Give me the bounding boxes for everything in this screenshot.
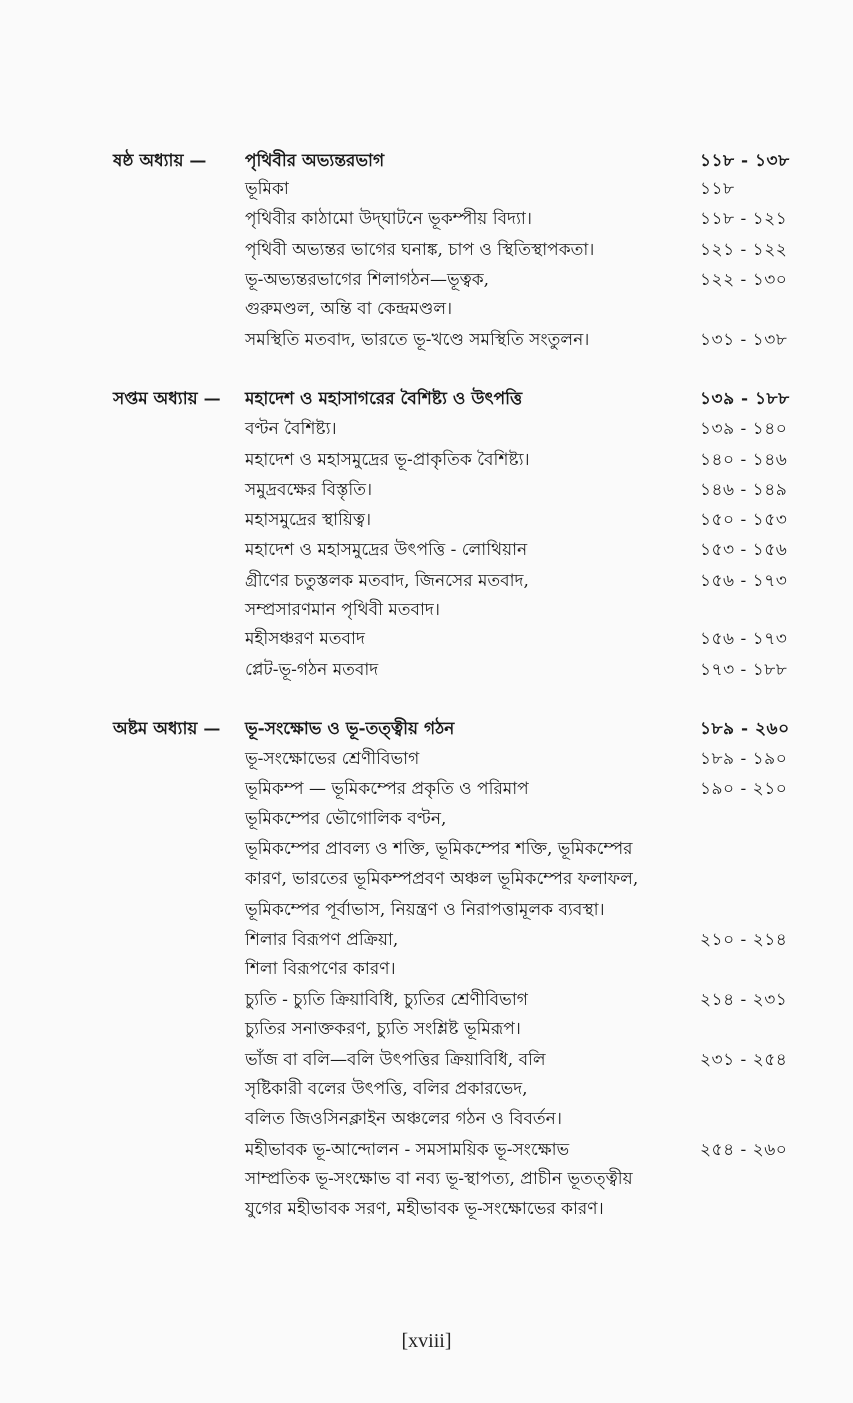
toc-entry-pages: ২১৪ - ২৩১ — [700, 990, 788, 1010]
page-number: [xviii] — [401, 1330, 452, 1352]
toc-entry: প্লেট-ভূ-গঠন মতবাদ — [245, 660, 379, 680]
toc-entry-pages: ১৮৯ - ১৯০ — [700, 749, 788, 769]
toc-entry-continuation: শিলা বিরূপণের কারণ। — [245, 959, 396, 979]
chapter-label: অষ্টম অধ্যায় — — [113, 719, 221, 739]
toc-entry-continuation: গুরুমণ্ডল, অন্তি বা কেন্দ্রমণ্ডল। — [245, 299, 453, 319]
toc-entry: ভূমিকম্প — ভূমিকম্পের প্রকৃতি ও পরিমাপ — [245, 779, 529, 799]
toc-entry: ভাঁজ বা বলি—বলি উৎপত্তির ক্রিয়াবিধি, বলি — [245, 1050, 546, 1070]
chapter-page-range: ১১৮ - ১৩৮ — [700, 151, 790, 171]
toc-entry: মহীসঞ্চরণ মতবাদ — [245, 629, 365, 649]
toc-entry: ভূমিকা — [245, 179, 289, 199]
toc-entry-continuation: যুগের মহীভাবক সরণ, মহীভাবক ভূ-সংক্ষোভের কারণ। — [245, 1199, 604, 1219]
toc-entry-pages: ২৩১ - ২৫৪ — [700, 1050, 788, 1070]
toc-entry: ভূ-অভ্যন্তরভাগের শিলাগঠন—ভূত্বক, — [245, 270, 490, 290]
toc-entry-continuation: ভূমিকম্পের ভৌগোলিক বণ্টন, — [245, 809, 447, 829]
toc-entry-continuation: সাম্প্রতিক ভূ-সংক্ষোভ বা নব্য ভূ-স্থাপত্য, প্রাচীন ভূতত্ত্বীয় — [245, 1169, 633, 1189]
toc-entry-continuation: সম্প্রসারণমান পৃথিবী মতবাদ। — [245, 600, 440, 620]
toc-entry-pages: ১৫৬ - ১৭৩ — [700, 629, 788, 649]
toc-entry: বণ্টন বৈশিষ্ট্য। — [245, 419, 337, 439]
toc-entry-continuation: ভূমিকম্পের প্রাবল্য ও শক্তি, ভূমিকম্পের শক্তি, ভূমিকম্পের — [245, 839, 633, 859]
toc-entry-pages: ১১৮ - ১২১ — [700, 209, 788, 229]
toc-entry: চ্যুতি - চ্যুতি ক্রিয়াবিধি, চ্যুতির শ্রেণীবিভাগ — [245, 990, 528, 1010]
toc-entry-pages: ১৫৬ - ১৭৩ — [700, 571, 788, 591]
toc-entry-pages: ২৫৪ - ২৬০ — [700, 1140, 788, 1160]
chapter-title: পৃথিবীর অভ্যন্তরভাগ — [245, 151, 385, 171]
chapter-title: ভূ-সংক্ষোভ ও ভূ-তত্ত্বীয় গঠন — [245, 719, 455, 739]
toc-entry-pages: ১৪৬ - ১৪৯ — [700, 480, 788, 500]
toc-entry-pages: ১২২ - ১৩০ — [700, 270, 788, 290]
toc-entry-pages: ১৫০ - ১৫৩ — [700, 510, 788, 530]
toc-entry: মহীভাবক ভূ-আন্দোলন - সমসাময়িক ভূ-সংক্ষোভ — [245, 1140, 570, 1160]
chapter-label: ষষ্ঠ অধ্যায় — — [113, 151, 207, 171]
toc-entry: মহাসমুদ্রের স্থায়িত্ব। — [245, 510, 372, 530]
toc-entry-pages: ১৪০ - ১৪৬ — [700, 450, 788, 470]
toc-entry-pages: ২১০ - ২১৪ — [700, 930, 788, 950]
toc-entry-pages: ১৩৯ - ১৪০ — [700, 419, 788, 439]
toc-entry-pages: ১৩১ - ১৩৮ — [700, 330, 788, 350]
chapter-page-range: ১৮৯ - ২৬০ — [700, 719, 790, 739]
toc-entry: শিলার বিরূপণ প্রক্রিয়া, — [245, 930, 399, 950]
toc-entry: মহাদেশ ও মহাসমুদ্রের ভূ-প্রাকৃতিক বৈশিষ্ট্য। — [245, 450, 530, 470]
chapter-label: সপ্তম অধ্যায় — — [113, 389, 221, 409]
toc-entry-continuation: সৃষ্টিকারী বলের উৎপত্তি, বলির প্রকারভেদ, — [245, 1079, 528, 1099]
toc-entry-continuation: ভূমিকম্পের পূর্বাভাস, নিয়ন্ত্রণ ও নিরাপত্তামূলক ব্যবস্থা। — [245, 900, 605, 920]
toc-entry: সমুদ্রবক্ষের বিস্তৃতি। — [245, 480, 373, 500]
toc-entry-pages: ১৯০ - ২১০ — [700, 779, 788, 799]
chapter-title: মহাদেশ ও মহাসাগরের বৈশিষ্ট্য ও উৎপত্তি — [245, 389, 523, 409]
toc-entry: গ্রীণের চতুস্তলক মতবাদ, জিনসের মতবাদ, — [245, 571, 529, 591]
toc-entry-pages: ১২১ - ১২২ — [700, 240, 788, 260]
toc-entry-continuation: বলিত জিওসিনক্লাইন অঞ্চলের গঠন ও বিবর্তন। — [245, 1109, 562, 1129]
toc-entry: সমস্থিতি মতবাদ, ভারতে ভূ-খণ্ডে সমস্থিতি সংতুলন। — [245, 330, 590, 350]
toc-entry: পৃথিবী অভ্যন্তর ভাগের ঘনাঙ্ক, চাপ ও স্থিতিস্থাপকতা। — [245, 240, 595, 260]
toc-entry-continuation: চ্যুতির সনাক্তকরণ, চ্যুতি সংশ্লিষ্ট ভূমিরূপ। — [245, 1019, 521, 1039]
chapter-page-range: ১৩৯ - ১৮৮ — [700, 389, 790, 409]
toc-entry-continuation: কারণ, ভারতের ভূমিকম্পপ্রবণ অঞ্চল ভূমিকম্পের ফলাফল, — [245, 869, 639, 889]
toc-entry-pages: ১৭৩ - ১৮৮ — [700, 660, 788, 680]
toc-entry: মহাদেশ ও মহাসমুদ্রের উৎপত্তি - লোথিয়ান — [245, 540, 528, 560]
toc-entry: ভূ-সংক্ষোভের শ্রেণীবিভাগ — [245, 749, 420, 769]
toc-entry: পৃথিবীর কাঠামো উদ্‌ঘাটনে ভূকম্পীয় বিদ্যা। — [245, 209, 532, 229]
toc-entry-pages: ১৫৩ - ১৫৬ — [700, 540, 788, 560]
toc-entry-pages: ১১৮ — [700, 179, 735, 199]
